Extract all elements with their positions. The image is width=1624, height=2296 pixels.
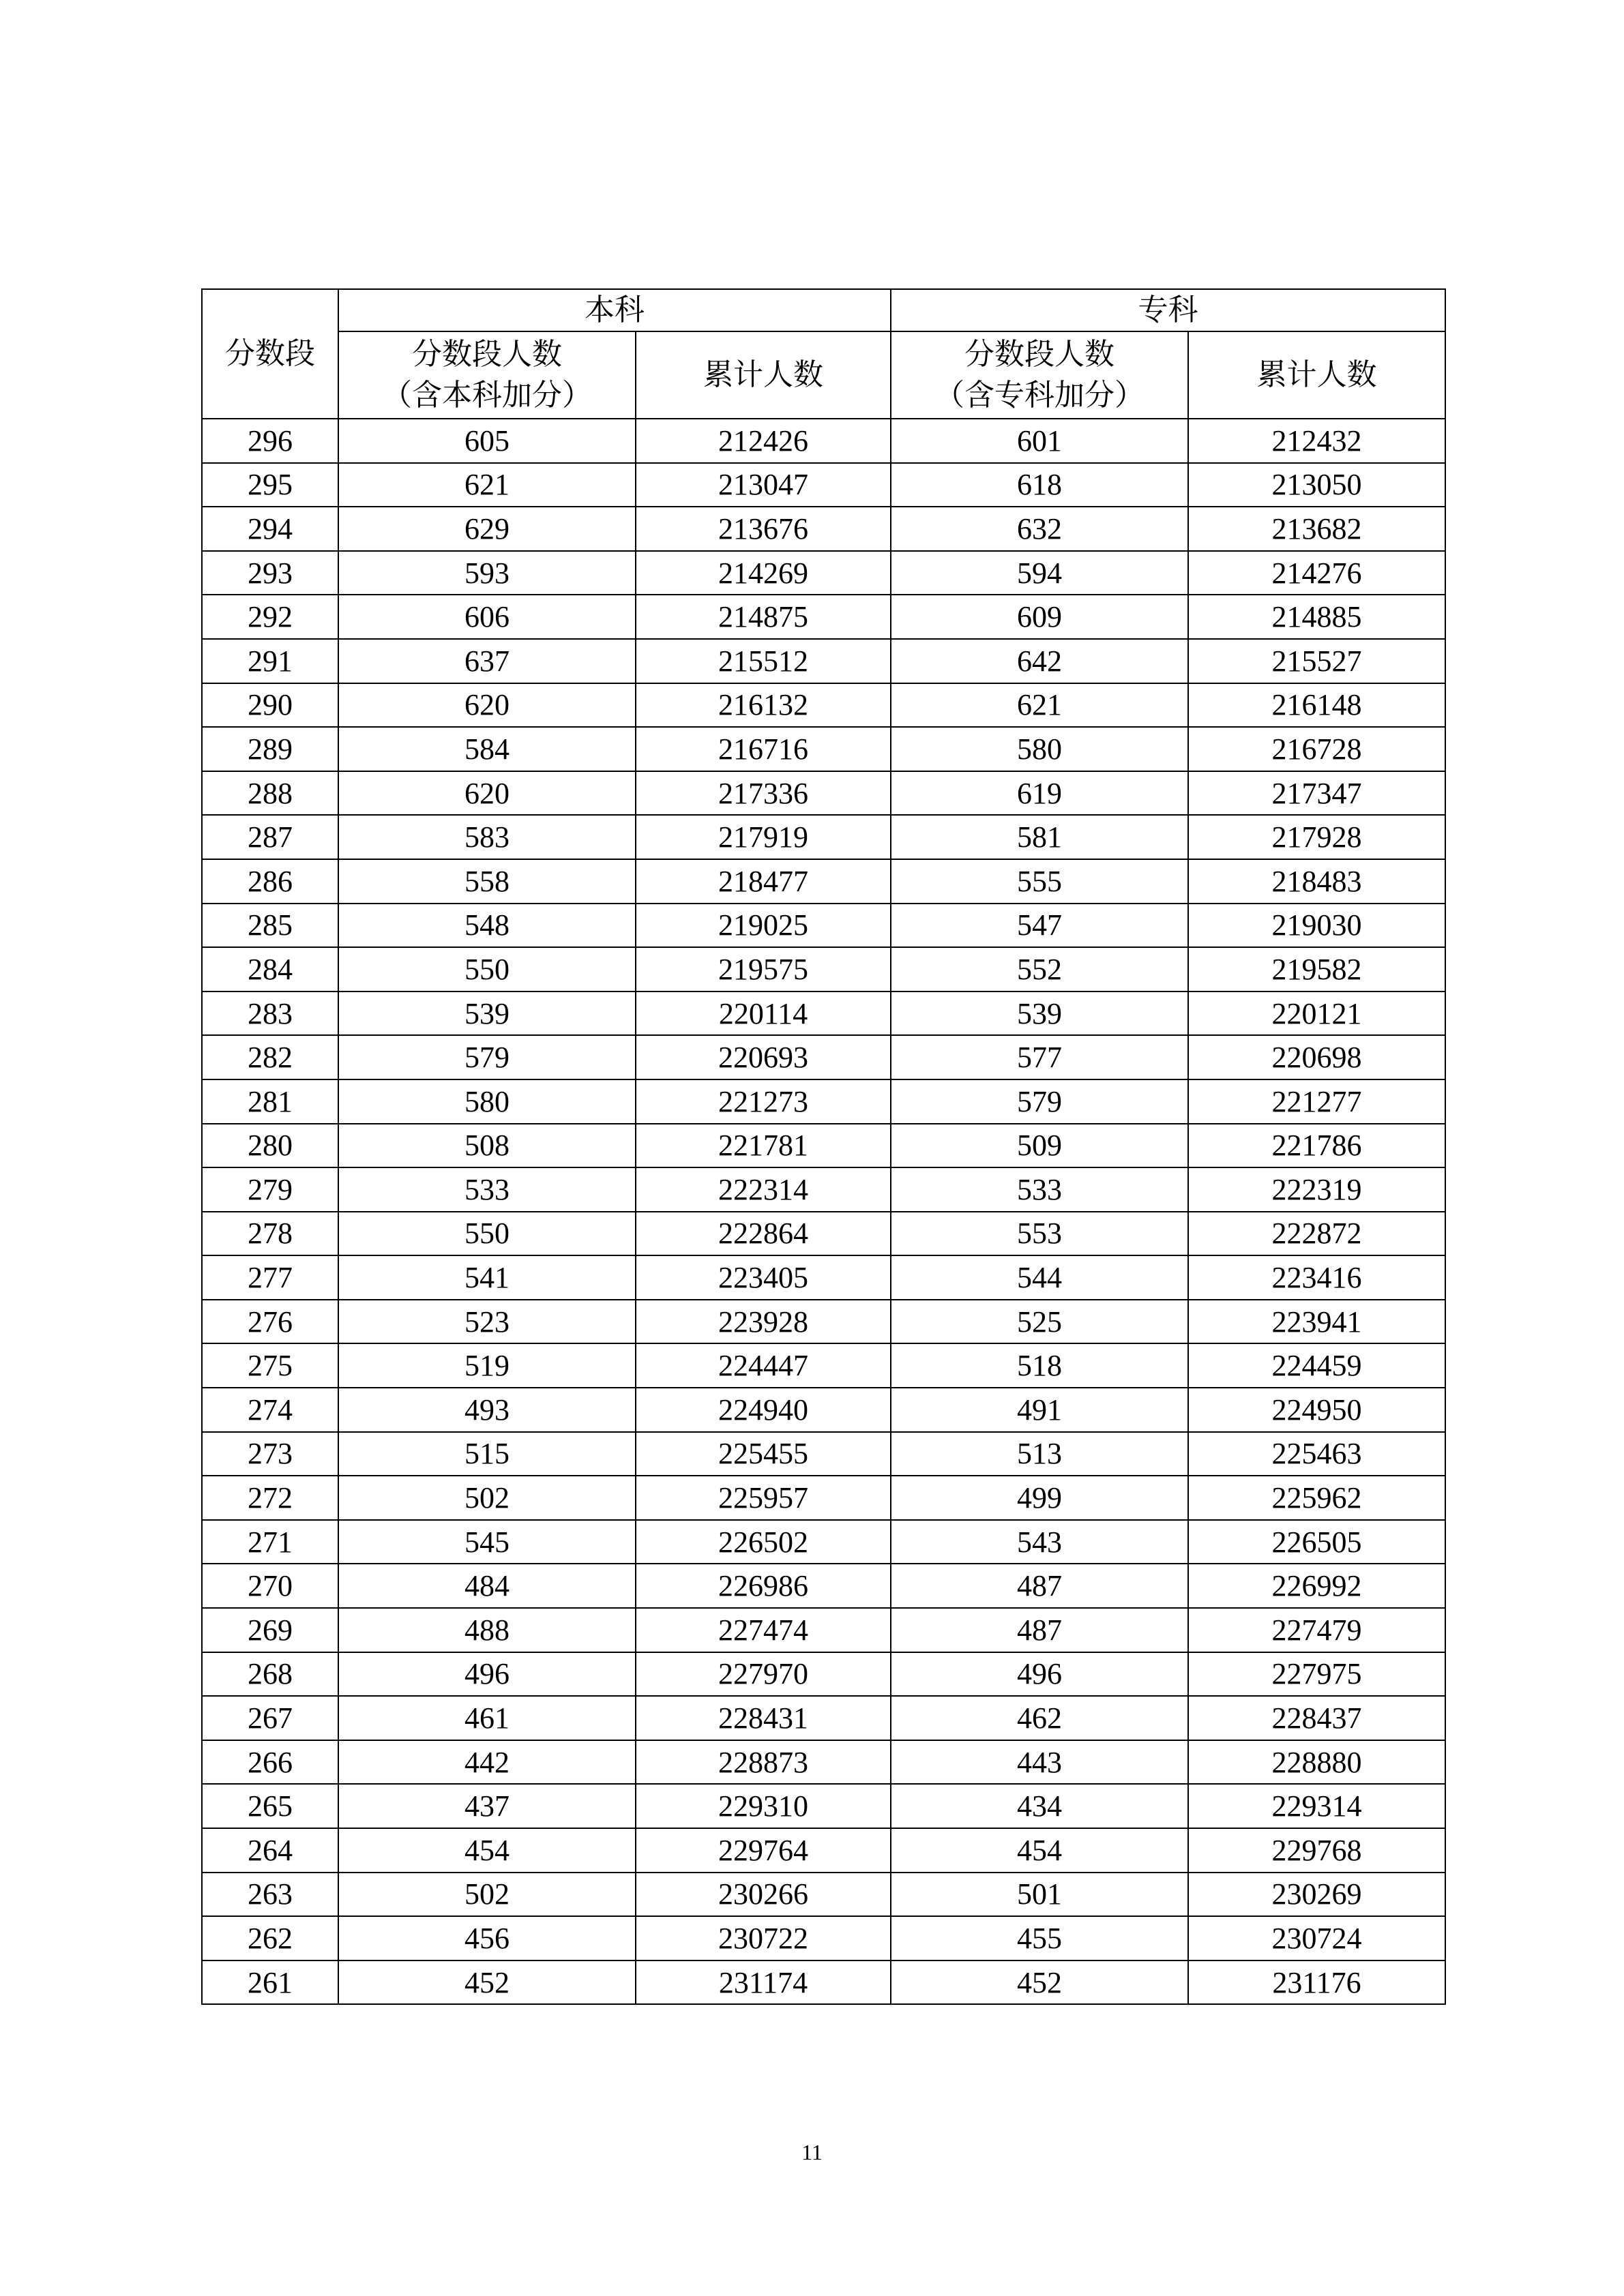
zhuanke-count-header <box>891 331 1188 419</box>
score-cell: 276 <box>202 1300 338 1344</box>
score-cell: 295 <box>202 463 338 507</box>
benke-cumulative-cell: 226986 <box>636 1564 891 1608</box>
benke-cumulative-cell: 215512 <box>636 639 891 683</box>
zhuanke-count-cell: 496 <box>891 1652 1188 1697</box>
table-row <box>202 1960 1445 2005</box>
zhuanke-count-cell: 491 <box>891 1388 1188 1432</box>
benke-cumulative-cell: 225455 <box>636 1432 891 1476</box>
table-row <box>202 859 1445 904</box>
score-cell: 281 <box>202 1079 338 1124</box>
benke-count-cell: 452 <box>338 1960 636 2005</box>
score-cell: 288 <box>202 771 338 816</box>
benke-count-cell: 545 <box>338 1520 636 1564</box>
zhuanke-count-header-line1: 分数段人数 <box>964 337 1114 372</box>
benke-count-cell: 519 <box>338 1343 636 1388</box>
benke-cumulative-cell: 222314 <box>636 1167 891 1212</box>
table-row <box>202 463 1445 507</box>
table-row <box>202 1916 1445 1960</box>
score-cell: 289 <box>202 727 338 771</box>
benke-count-cell: 541 <box>338 1255 636 1300</box>
score-cell: 262 <box>202 1916 338 1960</box>
zhuanke-cumulative-cell: 214276 <box>1188 551 1445 595</box>
benke-cumulative-cell: 227970 <box>636 1652 891 1697</box>
zhuanke-count-cell: 553 <box>891 1212 1188 1256</box>
benke-cumulative-cell: 220114 <box>636 992 891 1036</box>
benke-count-cell: 488 <box>338 1608 636 1652</box>
zhuanke-count-cell: 518 <box>891 1343 1188 1388</box>
benke-count-cell: 539 <box>338 992 636 1036</box>
score-cell: 291 <box>202 639 338 683</box>
benke-cumulative-cell: 219575 <box>636 947 891 992</box>
table-row <box>202 639 1445 683</box>
benke-cumulative-cell: 216716 <box>636 727 891 771</box>
zhuanke-count-cell: 443 <box>891 1740 1188 1785</box>
table-row <box>202 1388 1445 1432</box>
table-row <box>202 1564 1445 1608</box>
table-row <box>202 1343 1445 1388</box>
zhuanke-cumulative-cell: 222872 <box>1188 1212 1445 1256</box>
zhuanke-cumulative-cell: 230724 <box>1188 1916 1445 1960</box>
benke-count-cell: 484 <box>338 1564 636 1608</box>
benke-cumulative-header: 累计人数 <box>636 331 891 419</box>
benke-cumulative-cell: 229310 <box>636 1784 891 1828</box>
score-cell: 290 <box>202 683 338 728</box>
benke-cumulative-cell: 214269 <box>636 551 891 595</box>
zhuanke-count-cell: 632 <box>891 507 1188 551</box>
zhuanke-count-cell: 455 <box>891 1916 1188 1960</box>
zhuanke-cumulative-cell: 223941 <box>1188 1300 1445 1344</box>
benke-count-cell: 548 <box>338 904 636 948</box>
table-row <box>202 683 1445 728</box>
score-cell: 280 <box>202 1124 338 1168</box>
score-cell: 284 <box>202 947 338 992</box>
zhuanke-count-cell: 499 <box>891 1476 1188 1520</box>
table-header-row-2 <box>202 331 1445 419</box>
score-cell: 264 <box>202 1828 338 1873</box>
score-cell: 266 <box>202 1740 338 1785</box>
zhuanke-count-cell: 462 <box>891 1696 1188 1740</box>
benke-cumulative-cell: 217919 <box>636 815 891 859</box>
benke-count-header-line1: 分数段人数 <box>412 337 562 372</box>
zhuanke-cumulative-cell: 225463 <box>1188 1432 1445 1476</box>
zhuanke-count-cell: 577 <box>891 1035 1188 1079</box>
zhuanke-count-cell: 533 <box>891 1167 1188 1212</box>
zhuanke-cumulative-cell: 217928 <box>1188 815 1445 859</box>
zhuanke-cumulative-cell: 228880 <box>1188 1740 1445 1785</box>
score-cell: 265 <box>202 1784 338 1828</box>
score-cell: 283 <box>202 992 338 1036</box>
zhuanke-count-cell: 555 <box>891 859 1188 904</box>
benke-count-header <box>338 331 636 419</box>
table-row <box>202 815 1445 859</box>
benke-count-cell: 515 <box>338 1432 636 1476</box>
zhuanke-count-cell: 618 <box>891 463 1188 507</box>
zhuanke-cumulative-header: 累计人数 <box>1188 331 1445 419</box>
benke-cumulative-cell: 221273 <box>636 1079 891 1124</box>
benke-count-cell: 620 <box>338 683 636 728</box>
zhuanke-cumulative-cell: 214885 <box>1188 595 1445 639</box>
zhuanke-cumulative-cell: 226505 <box>1188 1520 1445 1564</box>
table-row <box>202 1652 1445 1697</box>
zhuanke-cumulative-cell: 226992 <box>1188 1564 1445 1608</box>
zhuanke-cumulative-cell: 213682 <box>1188 507 1445 551</box>
score-cell: 282 <box>202 1035 338 1079</box>
benke-count-cell: 621 <box>338 463 636 507</box>
table-row <box>202 1255 1445 1300</box>
table-row <box>202 1608 1445 1652</box>
zhuanke-count-cell: 642 <box>891 639 1188 683</box>
score-cell: 275 <box>202 1343 338 1388</box>
zhuanke-cumulative-cell: 223416 <box>1188 1255 1445 1300</box>
benke-cumulative-cell: 218477 <box>636 859 891 904</box>
table-row <box>202 1124 1445 1168</box>
table-row <box>202 595 1445 639</box>
zhuanke-count-cell: 594 <box>891 551 1188 595</box>
zhuanke-cumulative-cell: 213050 <box>1188 463 1445 507</box>
benke-count-cell: 442 <box>338 1740 636 1785</box>
benke-cumulative-cell: 228431 <box>636 1696 891 1740</box>
zhuanke-cumulative-cell: 225962 <box>1188 1476 1445 1520</box>
benke-cumulative-cell: 230722 <box>636 1916 891 1960</box>
score-cell: 278 <box>202 1212 338 1256</box>
score-column-header: 分数段 <box>202 289 338 419</box>
benke-cumulative-cell: 212426 <box>636 419 891 463</box>
benke-cumulative-cell: 220693 <box>636 1035 891 1079</box>
zhuanke-count-cell: 454 <box>891 1828 1188 1873</box>
zhuanke-cumulative-cell: 215527 <box>1188 639 1445 683</box>
score-cell: 279 <box>202 1167 338 1212</box>
table-row <box>202 1873 1445 1917</box>
score-cell: 287 <box>202 815 338 859</box>
score-cell: 270 <box>202 1564 338 1608</box>
benke-count-header-line2: （含本科加分） <box>382 378 592 413</box>
zhuanke-count-cell: 579 <box>891 1079 1188 1124</box>
benke-cumulative-cell: 225957 <box>636 1476 891 1520</box>
zhuanke-cumulative-cell: 212432 <box>1188 419 1445 463</box>
benke-count-cell: 493 <box>338 1388 636 1432</box>
table-row <box>202 419 1445 463</box>
benke-cumulative-cell: 214875 <box>636 595 891 639</box>
table-row <box>202 1696 1445 1740</box>
zhuanke-count-cell: 547 <box>891 904 1188 948</box>
benke-cumulative-cell: 216132 <box>636 683 891 728</box>
score-cell: 269 <box>202 1608 338 1652</box>
zhuanke-cumulative-cell: 219030 <box>1188 904 1445 948</box>
zhuanke-count-header-line2: （含专科加分） <box>934 378 1145 413</box>
table-row <box>202 1520 1445 1564</box>
benke-cumulative-cell: 231174 <box>636 1960 891 2005</box>
benke-count-cell: 558 <box>338 859 636 904</box>
benke-count-cell: 461 <box>338 1696 636 1740</box>
benke-cumulative-cell: 229764 <box>636 1828 891 1873</box>
benke-count-cell: 584 <box>338 727 636 771</box>
zhuanke-cumulative-cell: 230269 <box>1188 1873 1445 1917</box>
zhuanke-count-cell: 544 <box>891 1255 1188 1300</box>
benke-count-cell: 502 <box>338 1873 636 1917</box>
zhuanke-cumulative-cell: 216148 <box>1188 683 1445 728</box>
benke-count-cell: 523 <box>338 1300 636 1344</box>
table-row <box>202 1784 1445 1828</box>
table-row <box>202 1740 1445 1785</box>
score-cell: 273 <box>202 1432 338 1476</box>
zhuanke-count-cell: 619 <box>891 771 1188 816</box>
zhuanke-cumulative-cell: 218483 <box>1188 859 1445 904</box>
benke-cumulative-cell: 228873 <box>636 1740 891 1785</box>
benke-group-header: 本科 <box>338 289 891 331</box>
benke-count-cell: 637 <box>338 639 636 683</box>
score-distribution-table <box>201 288 1446 2005</box>
table-row <box>202 904 1445 948</box>
table-row <box>202 1828 1445 1873</box>
benke-count-cell: 496 <box>338 1652 636 1697</box>
benke-cumulative-cell: 213676 <box>636 507 891 551</box>
table-header-row-1 <box>202 289 1445 331</box>
score-cell: 285 <box>202 904 338 948</box>
page-number: 11 <box>801 2140 823 2164</box>
benke-cumulative-cell: 224447 <box>636 1343 891 1388</box>
zhuanke-cumulative-cell: 229314 <box>1188 1784 1445 1828</box>
zhuanke-cumulative-cell: 224459 <box>1188 1343 1445 1388</box>
benke-cumulative-cell: 221781 <box>636 1124 891 1168</box>
score-cell: 267 <box>202 1696 338 1740</box>
zhuanke-cumulative-cell: 220698 <box>1188 1035 1445 1079</box>
table-row <box>202 1212 1445 1256</box>
table-row <box>202 507 1445 551</box>
zhuanke-cumulative-cell: 227975 <box>1188 1652 1445 1697</box>
zhuanke-count-cell: 487 <box>891 1564 1188 1608</box>
zhuanke-count-cell: 621 <box>891 683 1188 728</box>
benke-count-cell: 583 <box>338 815 636 859</box>
table-row <box>202 551 1445 595</box>
zhuanke-group-header: 专科 <box>891 289 1445 331</box>
score-cell: 293 <box>202 551 338 595</box>
zhuanke-count-cell: 552 <box>891 947 1188 992</box>
table-row <box>202 1035 1445 1079</box>
benke-cumulative-cell: 226502 <box>636 1520 891 1564</box>
zhuanke-count-cell: 525 <box>891 1300 1188 1344</box>
table-body <box>202 419 1445 2004</box>
zhuanke-cumulative-cell: 221786 <box>1188 1124 1445 1168</box>
score-cell: 263 <box>202 1873 338 1917</box>
benke-cumulative-cell: 217336 <box>636 771 891 816</box>
zhuanke-cumulative-cell: 229768 <box>1188 1828 1445 1873</box>
score-cell: 294 <box>202 507 338 551</box>
benke-cumulative-cell: 213047 <box>636 463 891 507</box>
score-cell: 292 <box>202 595 338 639</box>
zhuanke-count-cell: 580 <box>891 727 1188 771</box>
benke-count-cell: 629 <box>338 507 636 551</box>
benke-count-cell: 508 <box>338 1124 636 1168</box>
benke-count-cell: 620 <box>338 771 636 816</box>
zhuanke-count-cell: 487 <box>891 1608 1188 1652</box>
zhuanke-cumulative-cell: 222319 <box>1188 1167 1445 1212</box>
benke-cumulative-cell: 230266 <box>636 1873 891 1917</box>
score-cell: 296 <box>202 419 338 463</box>
zhuanke-count-cell: 452 <box>891 1960 1188 2005</box>
benke-count-cell: 502 <box>338 1476 636 1520</box>
table-row <box>202 1476 1445 1520</box>
benke-count-cell: 606 <box>338 595 636 639</box>
zhuanke-cumulative-cell: 216728 <box>1188 727 1445 771</box>
benke-count-cell: 456 <box>338 1916 636 1960</box>
score-cell: 271 <box>202 1520 338 1564</box>
benke-cumulative-cell: 219025 <box>636 904 891 948</box>
score-cell: 277 <box>202 1255 338 1300</box>
table-row <box>202 771 1445 816</box>
benke-count-cell: 580 <box>338 1079 636 1124</box>
benke-cumulative-cell: 222864 <box>636 1212 891 1256</box>
benke-cumulative-cell: 227474 <box>636 1608 891 1652</box>
table-row <box>202 992 1445 1036</box>
benke-count-cell: 437 <box>338 1784 636 1828</box>
benke-count-cell: 533 <box>338 1167 636 1212</box>
zhuanke-count-cell: 501 <box>891 1873 1188 1917</box>
score-cell: 274 <box>202 1388 338 1432</box>
score-cell: 261 <box>202 1960 338 2005</box>
benke-cumulative-cell: 224940 <box>636 1388 891 1432</box>
zhuanke-cumulative-cell: 221277 <box>1188 1079 1445 1124</box>
zhuanke-count-cell: 601 <box>891 419 1188 463</box>
benke-count-cell: 605 <box>338 419 636 463</box>
zhuanke-count-cell: 581 <box>891 815 1188 859</box>
score-cell: 272 <box>202 1476 338 1520</box>
benke-count-cell: 579 <box>338 1035 636 1079</box>
zhuanke-count-cell: 434 <box>891 1784 1188 1828</box>
benke-cumulative-cell: 223405 <box>636 1255 891 1300</box>
benke-count-cell: 454 <box>338 1828 636 1873</box>
zhuanke-cumulative-cell: 228437 <box>1188 1696 1445 1740</box>
zhuanke-count-cell: 509 <box>891 1124 1188 1168</box>
table-row <box>202 727 1445 771</box>
benke-count-cell: 550 <box>338 947 636 992</box>
zhuanke-count-cell: 539 <box>891 992 1188 1036</box>
benke-count-cell: 593 <box>338 551 636 595</box>
zhuanke-cumulative-cell: 231176 <box>1188 1960 1445 2005</box>
benke-cumulative-cell: 223928 <box>636 1300 891 1344</box>
zhuanke-count-cell: 543 <box>891 1520 1188 1564</box>
score-cell: 268 <box>202 1652 338 1697</box>
table-row <box>202 1167 1445 1212</box>
zhuanke-count-cell: 513 <box>891 1432 1188 1476</box>
table-row <box>202 1079 1445 1124</box>
zhuanke-cumulative-cell: 219582 <box>1188 947 1445 992</box>
table-row <box>202 947 1445 992</box>
table-row <box>202 1300 1445 1344</box>
zhuanke-cumulative-cell: 227479 <box>1188 1608 1445 1652</box>
zhuanke-count-cell: 609 <box>891 595 1188 639</box>
benke-count-cell: 550 <box>338 1212 636 1256</box>
zhuanke-cumulative-cell: 224950 <box>1188 1388 1445 1432</box>
score-cell: 286 <box>202 859 338 904</box>
zhuanke-cumulative-cell: 220121 <box>1188 992 1445 1036</box>
zhuanke-cumulative-cell: 217347 <box>1188 771 1445 816</box>
table-row <box>202 1432 1445 1476</box>
